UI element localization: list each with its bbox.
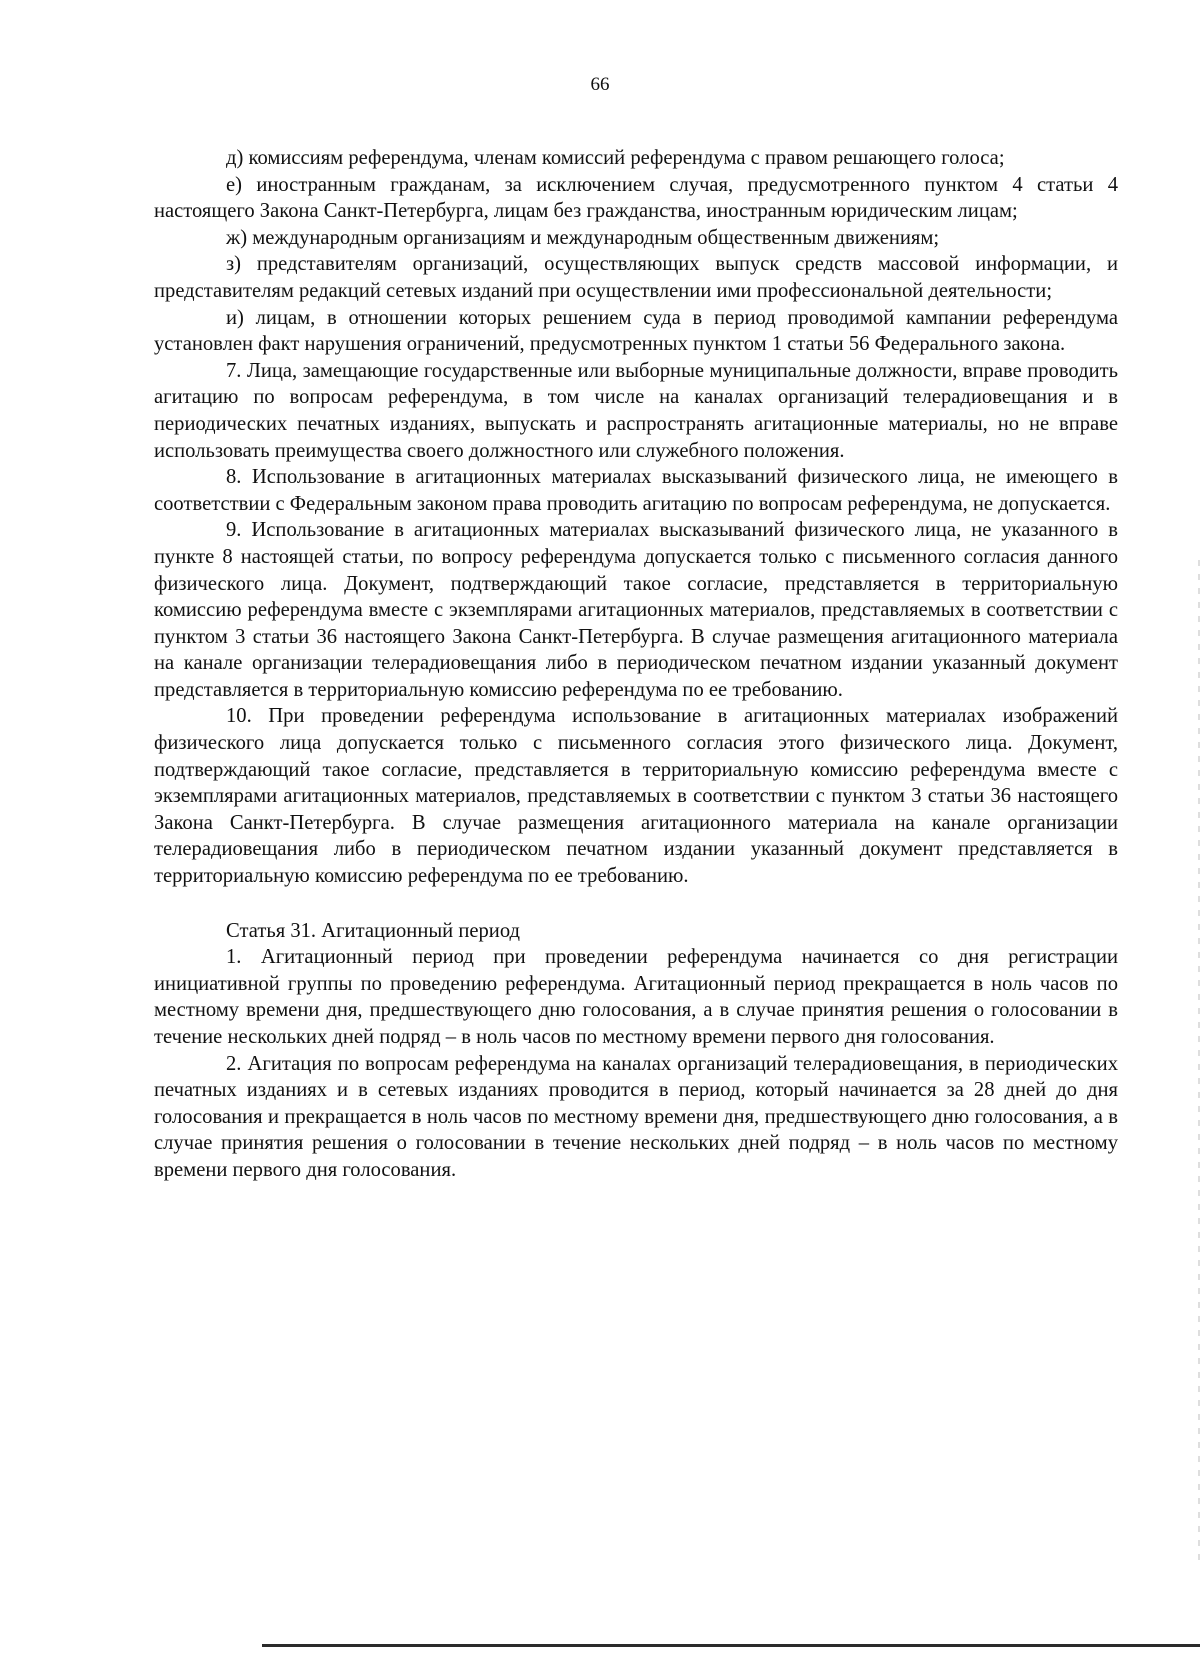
paragraph-d: д) комиссиям референдума, членам комиссий референдума с правом решающего голоса; <box>226 147 1005 169</box>
document-body <box>154 145 1118 1184</box>
paragraph-10: 10. При проведении референдума использование в агитационных материалах изображений физического лица допускается только с письменного согласия этого физического лица. Документ, подтверждающий такое согласие, представляется в территориальную комиссию референдума вместе с экземплярами агитационных материалов, представляемых в соответствии с пунктом 3 статьи 36 настоящего Закона Санкт-Петербурга. В случае размещения агитационного материала на канале организации телерадиовещания либо в периодическом печатном издании указанный документ представляется в территориальную комиссию референдума по ее требованию. <box>154 705 1118 888</box>
scan-bottom-edge <box>262 1644 1200 1647</box>
paragraph-z: з) представителям организаций, осуществляющих выпуск средств массовой информации, и представителям редакций сетевых изданий при осуществлении ими профессиональной деятельности; <box>154 253 1118 302</box>
paragraph-8: 8. Использование в агитационных материалах высказываний физического лица, не имеющего в соответствии с Федеральным законом права проводить агитацию по вопросам референдума, не допускается. <box>154 466 1118 515</box>
article-title: Статья 31. Агитационный период <box>226 919 521 942</box>
paragraph-zh: ж) международным организациям и международным общественным движениям; <box>226 226 940 249</box>
paragraph-e: е) иностранным гражданам, за исключением случая, предусмотренного пунктом 4 статьи 4 настоящего Закона Санкт-Петербурга, лицам без гражданства, иностранным юридическим лицам; <box>154 173 1118 223</box>
page-number: 66 <box>590 74 610 95</box>
article-paragraph-1: 1. Агитационный период при проведении референдума начинается со дня регистрации инициативной группы по проведению референдума. Агитационный период прекращается в ноль часов по местному времени дня, предшествующего дню голосования, а в случае принятия решения о голосовании в течение нескольких дней подряд – в ноль часов по местному времени первого дня голосования. <box>154 946 1118 1048</box>
article-paragraph-2: 2. Агитация по вопросам референдума на каналах организаций телерадиовещания, в периодических печатных изданиях и в сетевых изданиях проводится в период, который начинается за 28 дней до дня голосования и прекращается в ноль часов по местному времени дня, предшествующего дню голосования, а в случае принятия решения о голосовании в течение нескольких дней подряд – в ноль часов по местному времени первого дня голосования. <box>154 1052 1118 1181</box>
paragraph-7: 7. Лица, замещающие государственные или выборные муниципальные должности, вправе проводить агитацию по вопросам референдума, в том числе на каналах организаций телерадиовещания и в периодических печатных изданиях, выпускать и распространять агитационные материалы, но не вправе использовать преимущества своего должностного или служебного положения. <box>154 359 1118 462</box>
paragraph-i: и) лицам, в отношении которых решением суда в период проводимой кампании референдума установлен факт нарушения ограничений, предусмотренных пунктом 1 статьи 56 Федерального закона. <box>154 306 1118 356</box>
paragraph-9: 9. Использование в агитационных материалах высказываний физического лица, не указанного в пункте 8 настоящей статьи, по вопросу референдума допускается только с письменного согласия данного физического лица. Документ, подтверждающий такое согласие, представляется в территориальную комиссию референдума вместе с экземплярами агитационных материалов, представляемых в соответствии с пунктом 3 статьи 36 настоящего Закона Санкт-Петербурга. В случае размещения агитационного материала на канале организации телерадиовещания либо в периодическом печатном издании указанный документ представляется в территориальную комиссию референдума по ее требованию. <box>154 519 1118 701</box>
